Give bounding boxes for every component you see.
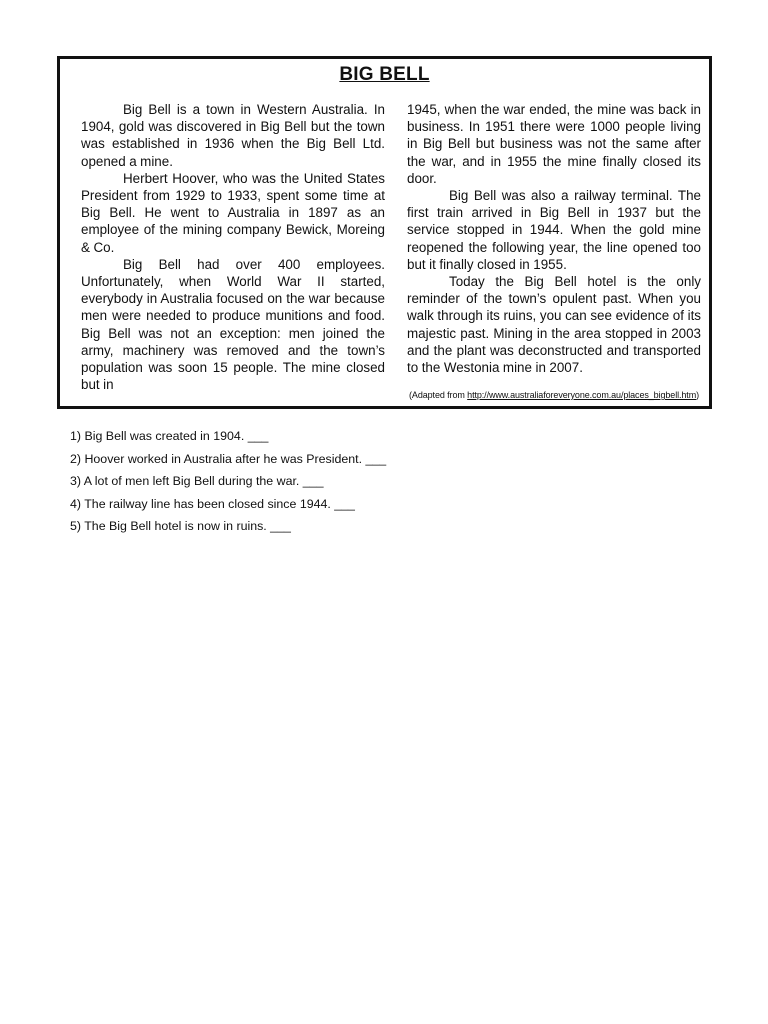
- source-link[interactable]: http://www.australiaforeveryone.com.au/places_bigbell.htm: [467, 390, 697, 400]
- paragraph: Big Bell had over 400 employees. Unfortunately, when World War II started, everybody in Australia focused on the war because men were needed to produce munitions and food. Big Bell was not an exception: men joined the army, machinery was removed and the town’s population was soon 15 people. The mine closed but in: [81, 256, 385, 393]
- question-item: 4) The railway line has been closed since 1944. ___: [70, 496, 355, 511]
- paragraph: Today the Big Bell hotel is the only reminder of the town’s opulent past. When you walk through its ruins, you can see evidence of its majestic past. Mining in the area stopped in 2003 and the plant was deconstructed and transported to the Westonia mine in 2007.: [407, 274, 701, 376]
- source-suffix: ): [696, 390, 699, 400]
- question-item: 1) Big Bell was created in 1904. ___: [70, 429, 269, 443]
- passage-column-right: [407, 101, 701, 376]
- reading-passage-box: [57, 56, 712, 409]
- source-prefix: (Adapted from: [409, 390, 468, 400]
- paragraph: Big Bell is a town in Western Australia. In 1904, gold was discovered in Big Bell but the town was established in 1936 when the Big Bell Ltd. opened a mine.: [81, 102, 385, 169]
- question-list: [70, 425, 386, 538]
- passage-column-left: [81, 101, 385, 393]
- page-title: BIG BELL: [339, 64, 430, 85]
- paragraph: Herbert Hoover, who was the United States President from 1929 to 1933, spent some time at Big Bell. He went to Australia in 1897 as an employee of the mining company Bewick, Moreing & Co.: [81, 170, 385, 255]
- source-citation: [409, 390, 699, 400]
- question-item: 3) A lot of men left Big Bell during the war. ___: [70, 474, 324, 489]
- paragraph: Big Bell was also a railway terminal. The first train arrived in Big Bell in 1937 but the service stopped in 1944. When the gold mine reopened the following year, the line opened too but it finally closed in 1955.: [407, 188, 701, 272]
- question-item: 2) Hoover worked in Australia after he was President. ___: [70, 451, 387, 466]
- paragraph: 1945, when the war ended, the mine was back in business. In 1951 there were 1000 people living in Big Bell but business was not the same after the war, and in 1955 the mine finally closed its door.: [407, 102, 701, 186]
- question-item: 5) The Big Bell hotel is now in ruins. ___: [70, 519, 291, 534]
